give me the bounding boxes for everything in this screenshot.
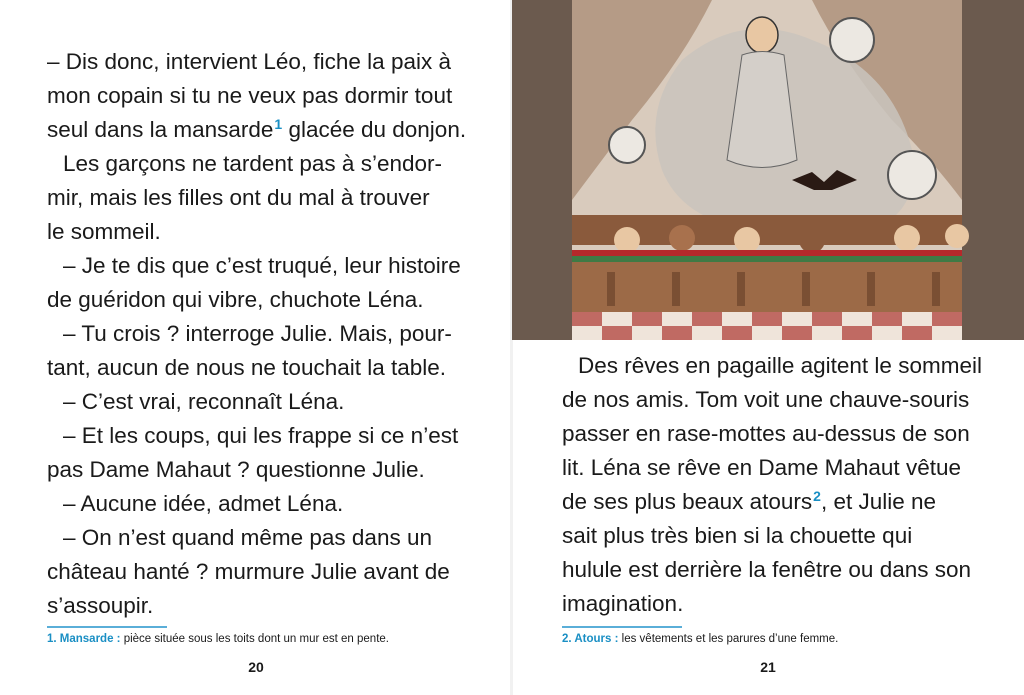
- footnote-rule: [47, 626, 167, 628]
- text-segment: seul dans la mansarde: [47, 117, 274, 142]
- ghost-eye: [609, 127, 645, 163]
- dream-illustration: [512, 0, 1024, 340]
- text-line: – On n’est quand même pas dans un: [63, 525, 432, 550]
- footnote-text: pièce située sous les toits dont un mur est en pente.: [120, 633, 389, 645]
- text-line: pas Dame Mahaut ? questionne Julie.: [47, 457, 425, 482]
- text-line: Des rêves en pagaille agitent le sommeil: [578, 353, 982, 378]
- text-line: – C’est vrai, reconnaît Léna.: [63, 389, 345, 414]
- text-segment: de ses plus beaux atours: [562, 489, 813, 514]
- text-line: imagination.: [562, 591, 684, 616]
- text-line-with-note: [47, 113, 466, 149]
- footnote: [562, 633, 838, 645]
- text-line: passer en rase-mottes au-dessus de son: [562, 421, 970, 446]
- footnote-term: 1. Mansarde :: [47, 633, 121, 645]
- text-line: – Tu crois ? interroge Julie. Mais, pour-: [63, 321, 452, 346]
- footnote-text: les vêtements et les parures d’une femme.: [618, 633, 839, 645]
- text-line: de nos amis. Tom voit une chauve-souris: [562, 387, 970, 412]
- text-line: s’assoupir.: [47, 593, 154, 618]
- text-line: le sommeil.: [47, 219, 161, 244]
- text-line: tant, aucun de nous ne touchait la table.: [47, 355, 447, 380]
- footnote-term: 2. Atours :: [562, 633, 619, 645]
- page-number: 20: [248, 659, 264, 675]
- footnote-rule: [562, 626, 682, 628]
- text-line: lit. Léna se rêve en Dame Mahaut vêtue: [562, 455, 961, 480]
- dame-head: [746, 17, 778, 53]
- ghost-eye: [830, 18, 874, 62]
- page-number: 21: [760, 659, 776, 675]
- text-line: Les garçons ne tardent pas à s’endor-: [63, 151, 442, 176]
- footnote: [47, 633, 389, 645]
- text-line: – Aucune idée, admet Léna.: [63, 491, 344, 516]
- text-line: – Et les coups, qui les frappe si ce n’est: [63, 423, 459, 448]
- text-line: sait plus très bien si la chouette qui: [562, 523, 913, 548]
- footnote-marker[interactable]: 1: [274, 116, 283, 132]
- text-line: – Je te dis que c’est truqué, leur histoire: [63, 253, 461, 278]
- text-line-with-note: [562, 485, 936, 521]
- text-line: mir, mais les filles ont du mal à trouver: [47, 185, 430, 210]
- text-line: de guéridon qui vibre, chuchote Léna.: [47, 287, 424, 312]
- text-line: hulule est derrière la fenêtre ou dans son: [562, 557, 972, 582]
- text-line: mon copain si tu ne veux pas dormir tout: [47, 83, 453, 108]
- right-page: [512, 0, 1024, 695]
- bed-footboards: [572, 262, 962, 312]
- text-segment: , et Julie ne: [820, 489, 937, 514]
- text-line: – Dis donc, intervient Léo, fiche la paix à: [47, 49, 451, 74]
- text-line: château hanté ? murmure Julie avant de: [47, 559, 450, 584]
- footnote-marker[interactable]: 2: [813, 488, 821, 504]
- ghost-eye: [888, 151, 936, 199]
- illustration: [512, 0, 1024, 340]
- text-segment: glacée du donjon.: [282, 117, 467, 142]
